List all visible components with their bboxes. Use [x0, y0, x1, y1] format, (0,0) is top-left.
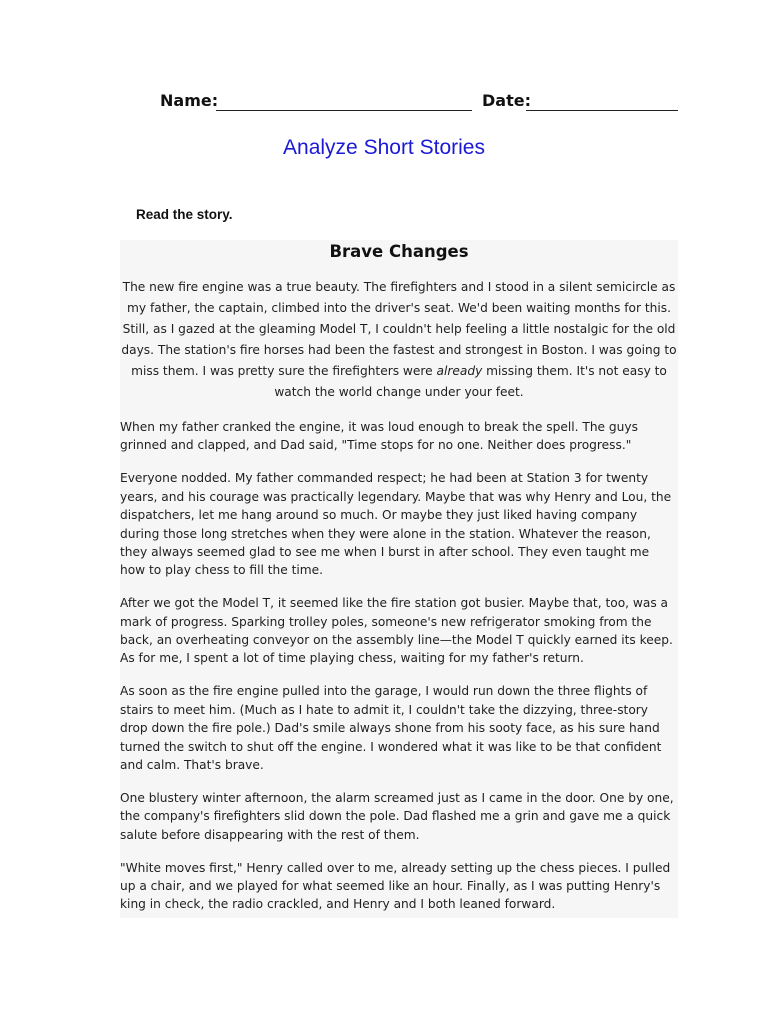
- story-body: [120, 277, 678, 928]
- story-paragraph: Everyone nodded. My father commanded respect; he had been at Station 3 for twenty years, and his courage was practically legendary. Maybe that was why Henry and Lou, the dispatchers, let me hang around so much. Or maybe they just liked having company during those long stretches when they were alone in the station. Whatever the reason, they always seemed glad to see me when I burst in after school. They even taught me how to play chess to fill the time.: [120, 471, 672, 578]
- intro-text-end: missing them. It's not easy to watch the world change under your feet.: [274, 364, 667, 399]
- story-passage: [120, 240, 678, 918]
- name-label: Name:: [160, 91, 219, 110]
- instruction-text: Read the story.: [136, 207, 233, 222]
- story-paragraph: After we got the Model T, it seemed like the fire station got busier. Maybe that, too, was a mark of progress. Sparking trolley poles, someone's new refrigerator smoking from the back, an overheating conveyor on the assembly line—the Model T quickly earned its keep. As for me, I spent a lot of time playing chess, waiting for my father's return.: [120, 596, 673, 666]
- story-paragraph: One blustery winter afternoon, the alarm screamed just as I came in the door. One by one, the company's firefighters slid down the pole. Dad flashed me a grin and gave me a quick salute before disappearing with the rest of them.: [120, 790, 674, 842]
- page-title: Analyze Short Stories: [283, 136, 485, 159]
- story-title: Brave Changes: [329, 242, 469, 261]
- story-paragraph: As soon as the fire engine pulled into the garage, I would run down the three flights of stairs to meet him. (Much as I hate to admit it, I couldn't take the dizzying, three-story drop down the fire pole.) Dad's smile always shone from his sooty face, as his sure hand turned the switch to shut off the engine. I wondered what it was like to be that confident and calm. That's brave.: [120, 684, 662, 772]
- date-blank-line: [526, 110, 678, 111]
- story-paragraph: "White moves first," Henry called over to me, already setting up the chess pieces. I pulled up a chair, and we played for what seemed like an hour. Finally, as I was putting Henry's king in check, the radio crackled, and Henry and I both leaned forward.: [120, 860, 671, 912]
- name-blank-line: [216, 110, 472, 111]
- story-paragraph: When my father cranked the engine, it was loud enough to break the spell. The guys grinned and clapped, and Dad said, "Time stops for no one. Neither does progress.": [120, 420, 638, 453]
- story-intro-paragraph: [120, 277, 678, 403]
- intro-text-start: The new fire engine was a true beauty. The firefighters and I stood in a silent semicircle as my father, the captain, climbed into the driver's seat. We'd been waiting months for this. Still, as I gazed at the gleaming Model T, I couldn't help feeling a little nostalgic for the old days. The station's fire horses had been the fastest and strongest in Boston. I was going to miss them. I was pretty sure the firefighters were: [121, 280, 677, 378]
- date-label: Date:: [482, 91, 531, 110]
- worksheet-header: [0, 91, 768, 117]
- intro-emphasis: already: [436, 364, 483, 378]
